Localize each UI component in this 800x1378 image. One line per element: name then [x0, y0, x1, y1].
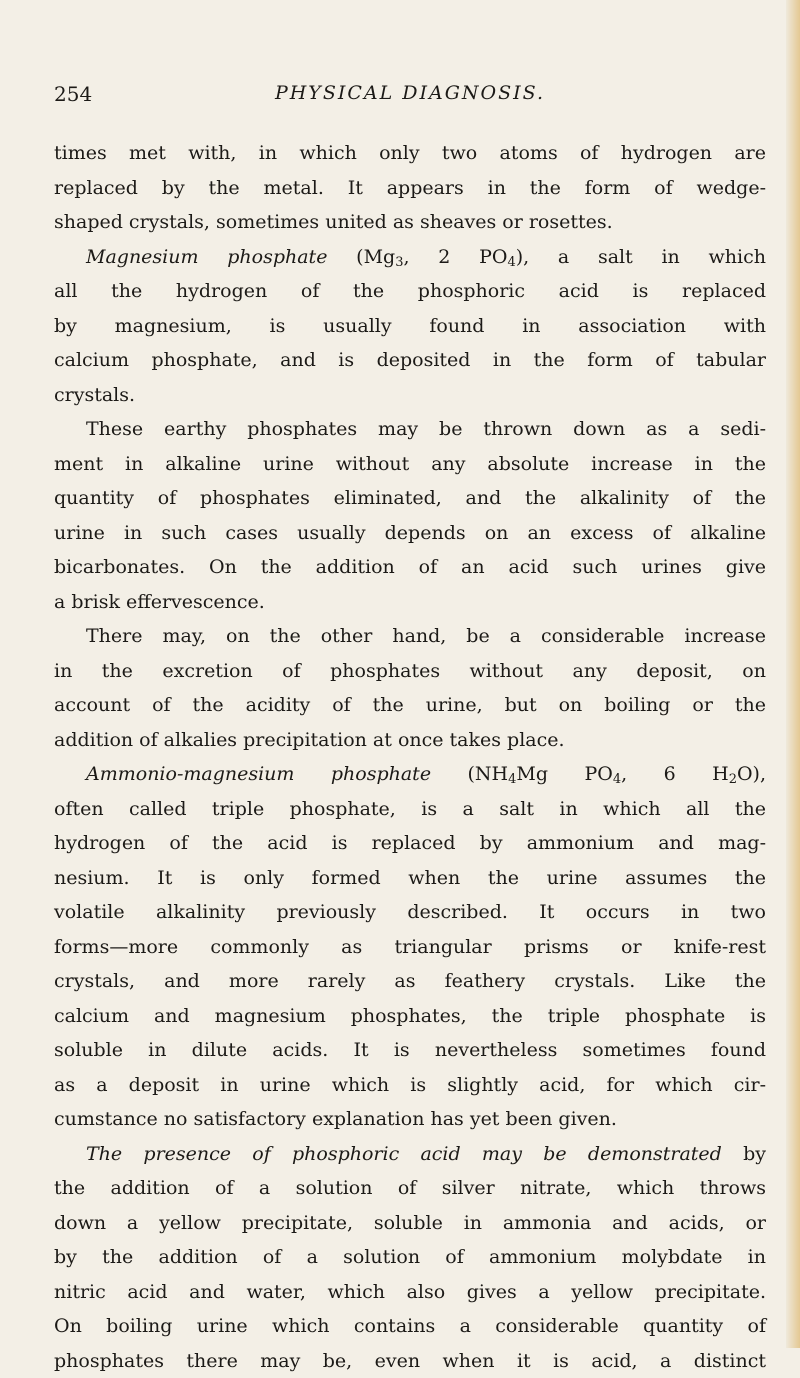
text-line: replaced by the metal. It appears in the form of wedge- — [54, 171, 766, 206]
text-line: cumstance no satisfactory explanation has yet been given. — [54, 1102, 766, 1137]
text-line: often called triple phosphate, is a salt in which all the — [54, 792, 766, 827]
text-line: volatile alkalinity previously described. It occurs in two — [54, 895, 766, 930]
text-line: soluble in dilute acids. It is nevertheless sometimes found — [54, 1033, 766, 1068]
text-line: The presence of phosphoric acid may be demonstrated by — [54, 1137, 766, 1172]
page-number: 254 — [54, 82, 92, 106]
italic-term: The presence of phosphoric acid may be demonstrated — [86, 1143, 722, 1165]
italic-term: Ammonio-magnesium phosphate — [86, 763, 431, 785]
running-title: PHYSICAL DIAGNOSIS. — [54, 82, 766, 104]
text-line: by magnesium, is usually found in association with — [54, 309, 766, 344]
text-line: by the addition of a solution of ammonium molybdate in — [54, 1240, 766, 1275]
text-line: There may, on the other hand, be a considerable increase — [54, 619, 766, 654]
text-line: nitric acid and water, which also gives a yellow precipitate. — [54, 1275, 766, 1310]
text-line: shaped crystals, sometimes united as sheaves or rosettes. — [54, 205, 766, 240]
text-line: hydrogen of the acid is replaced by ammonium and mag- — [54, 826, 766, 861]
text-line: nesium. It is only formed when the urine assumes the — [54, 861, 766, 896]
text-line: phosphates there may be, even when it is acid, a distinct — [54, 1344, 766, 1378]
text-line: forms—more commonly as triangular prisms or knife-rest — [54, 930, 766, 965]
text-line: urine in such cases usually depends on an excess of alkaline — [54, 516, 766, 551]
text-line: addition of alkalies precipitation at once takes place. — [54, 723, 766, 758]
book-page — [54, 82, 766, 1378]
text-line: These earthy phosphates may be thrown down as a sedi- — [54, 412, 766, 447]
text-line: the addition of a solution of silver nitrate, which throws — [54, 1171, 766, 1206]
text-line: ment in alkaline urine without any absolute increase in the — [54, 447, 766, 482]
text-line: quantity of phosphates eliminated, and the alkalinity of the — [54, 481, 766, 516]
text-line: all the hydrogen of the phosphoric acid is replaced — [54, 274, 766, 309]
text-line: a brisk effervescence. — [54, 585, 766, 620]
text-line: On boiling urine which contains a considerable quantity of — [54, 1309, 766, 1344]
text-line: Magnesium phosphate ($Mg_3$, 2 $PO_4$), a salt in which — [54, 240, 766, 275]
text-line: crystals, and more rarely as feathery crystals. Like the — [54, 964, 766, 999]
text-line: calcium and magnesium phosphates, the triple phosphate is — [54, 999, 766, 1034]
text-line: in the excretion of phosphates without any deposit, on — [54, 654, 766, 689]
running-head — [54, 82, 766, 112]
text-line: calcium phosphate, and is deposited in the form of tabular — [54, 343, 766, 378]
body-text — [54, 136, 766, 1378]
text-line: crystals. — [54, 378, 766, 413]
text-line: Ammonio-magnesium phosphate ($NH_4Mg$ $PO_4$, 6 $H_2O$), — [54, 757, 766, 792]
page-edge — [786, 0, 800, 1348]
text-line: times met with, in which only two atoms of hydrogen are — [54, 136, 766, 171]
italic-term: Magnesium phosphate — [86, 246, 327, 268]
text-line: as a deposit in urine which is slightly acid, for which cir- — [54, 1068, 766, 1103]
text-line: bicarbonates. On the addition of an acid such urines give — [54, 550, 766, 585]
text-line: down a yellow precipitate, soluble in ammonia and acids, or — [54, 1206, 766, 1241]
text-line: account of the acidity of the urine, but on boiling or the — [54, 688, 766, 723]
